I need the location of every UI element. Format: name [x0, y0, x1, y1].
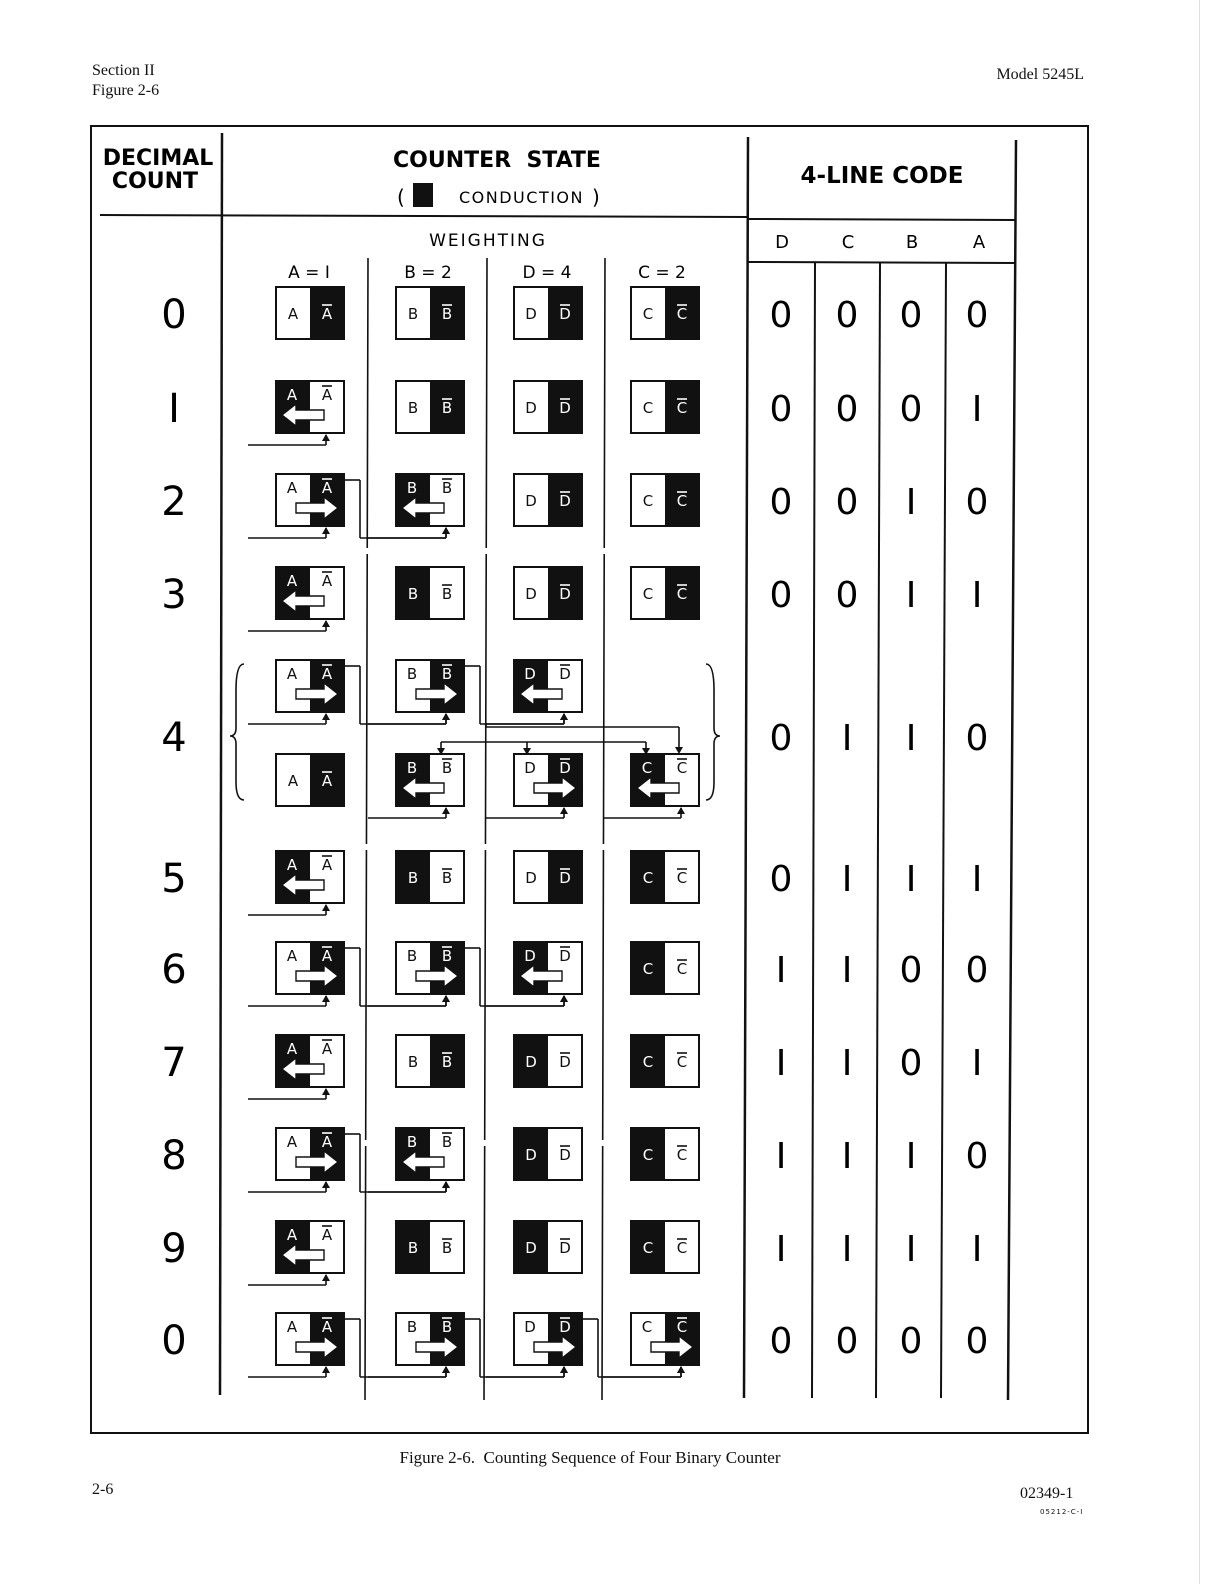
code-digit: I	[775, 1229, 787, 1270]
code-digit: I	[841, 1043, 853, 1084]
flipflop-letter-bar: D	[559, 759, 571, 777]
flipflop-letter: A	[286, 1226, 298, 1244]
weight-label-b: B = 2	[404, 263, 452, 283]
document-number: 02349-1	[1020, 1485, 1074, 1502]
flipflop-b-r10	[396, 1313, 464, 1365]
flipflop-b-r7	[396, 1035, 464, 1087]
conduction-label: CONDUCTION	[459, 188, 584, 207]
flipflop-letter-bar: C	[676, 960, 688, 978]
code-digit: 0	[835, 482, 859, 523]
flipflop-letter: D	[525, 1146, 537, 1164]
code-digit: I	[841, 950, 853, 991]
flipflop-letter: D	[524, 665, 536, 683]
trigger-arrow-icon	[322, 1181, 330, 1188]
decimal-divider	[220, 133, 222, 1395]
flipflop-letter-bar: A	[321, 572, 333, 590]
flipflop-letter: B	[406, 1318, 418, 1336]
carry-arrow-icon	[442, 1366, 450, 1373]
flipflop-c-r4b	[631, 754, 699, 806]
flipflop-c-r9	[631, 1221, 699, 1273]
page-number: 2-6	[92, 1481, 114, 1498]
flipflop-letter: A	[286, 947, 298, 965]
flipflop-letter-bar: C	[676, 492, 688, 510]
flipflop-a-r6	[276, 942, 344, 994]
flipflop-letter: C	[641, 759, 653, 777]
flipflop-d-r8	[514, 1128, 582, 1180]
flipflop-letter: C	[642, 1053, 654, 1071]
code-col-label-a: A	[972, 232, 986, 253]
flipflop-letter-bar: A	[321, 1040, 333, 1058]
stage-separator-3	[602, 258, 605, 1400]
flipflop-letter-bar: B	[441, 869, 453, 887]
carry-arrow-icon	[677, 1366, 685, 1373]
flipflop-letter: D	[525, 492, 537, 510]
weight-label-a: A = I	[288, 263, 330, 283]
flipflop-letter-bar: B	[441, 665, 453, 683]
code-digit: 0	[899, 389, 923, 430]
flipflop-c-r5	[631, 851, 699, 903]
carry-arrow-icon	[442, 713, 450, 720]
flipflop-a-r5	[276, 851, 344, 903]
feedback-arrow-c-icon	[675, 747, 683, 754]
flipflop-letter-bar: D	[559, 1146, 571, 1164]
code-col-line-2	[876, 263, 880, 1398]
code-digit: I	[905, 718, 917, 759]
flipflop-c-r1	[631, 381, 699, 433]
flipflop-letter-bar: A	[321, 386, 333, 404]
flipflop-letter-bar: C	[676, 305, 688, 323]
flipflop-letter-bar: C	[676, 759, 688, 777]
flipflop-c-r3	[631, 567, 699, 619]
flipflop-c-r6	[631, 942, 699, 994]
flipflop-a-r4b	[276, 754, 344, 806]
decimal-count: 5	[161, 856, 187, 902]
code-header: 4-LINE CODE	[800, 163, 964, 189]
trigger-arrow-icon	[322, 527, 330, 534]
flipflop-b-r5	[396, 851, 464, 903]
decimal-count: 9	[161, 1226, 187, 1272]
flipflop-letter-bar: D	[559, 665, 571, 683]
code-digit: 0	[965, 1136, 989, 1177]
code-digit: I	[971, 1043, 983, 1084]
trigger-arrow-icon	[322, 713, 330, 720]
flipflop-b-r3	[396, 567, 464, 619]
trigger-arrow-icon	[322, 1088, 330, 1095]
flipflop-letter: C	[642, 492, 654, 510]
flipflop-letter: B	[407, 869, 419, 887]
flipflop-letter: C	[642, 399, 654, 417]
decimal-count: 0	[161, 1318, 187, 1364]
carry-arrow-icon	[442, 527, 450, 534]
flipflop-b-r9	[396, 1221, 464, 1273]
code-digit: I	[905, 859, 917, 900]
flipflop-letter: A	[287, 772, 299, 790]
flipflop-a-r8	[276, 1128, 344, 1180]
flipflop-d-r2	[514, 474, 582, 526]
flipflop-letter: C	[642, 1239, 654, 1257]
flipflop-letter: D	[524, 759, 536, 777]
flipflop-letter: B	[407, 1053, 419, 1071]
code-digit: I	[905, 575, 917, 616]
flipflop-letter-bar: B	[441, 399, 453, 417]
flipflop-c-r8	[631, 1128, 699, 1180]
code-col-label-d: D	[775, 232, 789, 253]
code-letter-rule	[748, 262, 1016, 263]
carry-arrow-icon	[560, 713, 568, 720]
flipflop-c-r0	[631, 287, 699, 339]
code-digit: I	[971, 575, 983, 616]
flipflop-letter: B	[407, 305, 419, 323]
flipflop-letter: A	[286, 665, 298, 683]
brace-left	[230, 664, 244, 800]
flipflop-letter-bar: C	[676, 585, 688, 603]
figure-frame	[91, 126, 1088, 1433]
flipflop-letter-bar: B	[441, 1133, 453, 1151]
trigger-arrow-icon	[322, 995, 330, 1002]
flipflop-b-r4b	[396, 754, 464, 806]
flipflop-a-r7	[276, 1035, 344, 1087]
code-digit: 0	[899, 295, 923, 336]
code-col-label-c: C	[841, 232, 855, 253]
flipflop-letter: B	[406, 479, 418, 497]
flipflop-letter-bar: D	[559, 869, 571, 887]
flipflop-b-r1	[396, 381, 464, 433]
flipflop-letter-bar: D	[559, 399, 571, 417]
flipflop-letter: C	[642, 869, 654, 887]
flipflop-d-r4a	[514, 660, 582, 712]
flipflop-letter: A	[286, 1040, 298, 1058]
code-col-line-3	[941, 263, 946, 1398]
flipflop-letter: A	[286, 479, 298, 497]
flipflop-a-r1	[276, 381, 344, 433]
conduction-legend-swatch	[413, 183, 433, 207]
flipflop-a-r2	[276, 474, 344, 526]
flipflop-letter-bar: B	[441, 759, 453, 777]
flipflop-letter: D	[524, 947, 536, 965]
counter-divider	[744, 137, 748, 1398]
flipflop-letter: A	[286, 856, 298, 874]
rows-layer	[161, 287, 988, 1365]
flipflop-letter-bar: B	[441, 585, 453, 603]
decimal-count: 8	[161, 1133, 187, 1179]
flipflop-letter: A	[287, 305, 299, 323]
flipflop-letter: B	[407, 1239, 419, 1257]
flipflop-letter: B	[407, 399, 419, 417]
flipflop-d-r0	[514, 287, 582, 339]
flipflop-letter-bar: A	[321, 947, 333, 965]
conduction-open-paren: (	[397, 185, 405, 209]
flipflop-letter-bar: A	[321, 305, 333, 323]
flipflop-letter-bar: B	[441, 1318, 453, 1336]
flipflop-letter-bar: A	[321, 665, 333, 683]
flipflop-b-r2	[396, 474, 464, 526]
code-digit: 0	[769, 1321, 793, 1362]
flipflop-letter-bar: C	[676, 1239, 688, 1257]
flipflop-letter: D	[525, 1053, 537, 1071]
flipflop-letter-bar: D	[559, 585, 571, 603]
flipflop-letter-bar: D	[559, 1053, 571, 1071]
flipflop-letter: C	[642, 585, 654, 603]
code-digit: 0	[835, 295, 859, 336]
flipflop-letter-bar: D	[559, 947, 571, 965]
flipflop-letter-bar: C	[676, 1053, 688, 1071]
flipflop-letter-bar: B	[441, 1053, 453, 1071]
decimal-count: 6	[161, 947, 187, 993]
code-digit: 0	[769, 482, 793, 523]
model-label: Model 5245L	[996, 66, 1084, 83]
carry-arrow-icon	[442, 995, 450, 1002]
flipflop-a-r4a	[276, 660, 344, 712]
stage-separator-1	[365, 258, 368, 1400]
decimal-count: 4	[161, 715, 187, 761]
flipflop-b-r8	[396, 1128, 464, 1180]
code-digit: 0	[965, 482, 989, 523]
counter-state-header: COUNTER STATE	[393, 148, 601, 173]
trigger-arrow-icon	[322, 434, 330, 441]
flipflop-d-r3	[514, 567, 582, 619]
flipflop-letter-bar: C	[676, 1146, 688, 1164]
decimal-count: 2	[161, 479, 187, 525]
code-digit: 0	[965, 295, 989, 336]
carry-arrow-icon	[560, 995, 568, 1002]
decimal-header-line1: DECIMAL	[102, 146, 214, 171]
flipflop-letter: D	[525, 869, 537, 887]
flipflop-letter: C	[641, 1318, 653, 1336]
flipflop-d-r7	[514, 1035, 582, 1087]
code-col-label-b: B	[905, 232, 919, 253]
flipflop-b-r0	[396, 287, 464, 339]
flipflop-letter-bar: A	[321, 1318, 333, 1336]
code-digit: 0	[899, 1043, 923, 1084]
flipflop-letter-bar: D	[559, 1318, 571, 1336]
carry-arrow-icon	[442, 1181, 450, 1188]
decimal-count: 3	[161, 572, 187, 618]
flipflop-letter-bar: D	[559, 305, 571, 323]
decimal-count: 7	[161, 1040, 187, 1086]
code-digit: I	[841, 1136, 853, 1177]
flipflop-d-r5	[514, 851, 582, 903]
flipflop-letter: B	[406, 1133, 418, 1151]
trigger-arrow-icon	[322, 1274, 330, 1281]
flipflop-letter-bar: B	[441, 479, 453, 497]
flipflop-letter-bar: B	[441, 947, 453, 965]
flipflop-d-r10	[514, 1313, 582, 1365]
flipflop-letter-bar: C	[676, 399, 688, 417]
decimal-count: 0	[161, 292, 187, 338]
flipflop-a-r0	[276, 287, 344, 339]
flipflop-letter: D	[525, 399, 537, 417]
code-digit: 0	[965, 718, 989, 759]
flipflop-d-r1	[514, 381, 582, 433]
code-digit: I	[775, 950, 787, 991]
brace-right	[706, 664, 720, 800]
code-digit: I	[905, 482, 917, 523]
header-rule-left	[100, 215, 748, 217]
trigger-arrow-icon	[322, 1366, 330, 1373]
weight-label-d: D = 4	[522, 263, 572, 283]
figure-text: Figure 2-6	[92, 82, 160, 99]
trigger-arrow-icon	[560, 807, 568, 814]
code-digit: I	[905, 1229, 917, 1270]
code-digit: I	[971, 859, 983, 900]
flipflop-letter-bar: D	[559, 1239, 571, 1257]
code-digit: I	[971, 1229, 983, 1270]
code-col-line-1	[812, 263, 815, 1398]
flipflop-d-r9	[514, 1221, 582, 1273]
flipflop-c-r2	[631, 474, 699, 526]
code-digit: 0	[769, 295, 793, 336]
figure-caption: Figure 2-6. Counting Sequence of Four Binary Counter	[399, 1448, 781, 1467]
flipflop-letter-bar: C	[676, 869, 688, 887]
code-digit: 0	[965, 950, 989, 991]
code-digit: 0	[965, 1321, 989, 1362]
flipflop-letter: A	[286, 572, 298, 590]
code-digit: I	[775, 1136, 787, 1177]
code-digit: I	[971, 389, 983, 430]
flipflop-letter-bar: C	[676, 1318, 688, 1336]
code-digit: 0	[835, 1321, 859, 1362]
stage-separator-2	[484, 258, 487, 1400]
flipflop-letter-bar: A	[321, 1133, 333, 1151]
flipflop-c-r10	[631, 1313, 699, 1365]
flipflop-letter: A	[286, 1318, 298, 1336]
trigger-arrow-icon	[442, 807, 450, 814]
flipflop-d-r4b	[514, 754, 582, 806]
code-digit: 0	[769, 718, 793, 759]
flipflop-letter: C	[642, 960, 654, 978]
code-digit: I	[775, 1043, 787, 1084]
header-rule-right	[748, 219, 1016, 220]
flipflop-letter: D	[525, 585, 537, 603]
code-digit: I	[905, 1136, 917, 1177]
code-digit: 0	[835, 575, 859, 616]
flipflop-letter-bar: A	[321, 479, 333, 497]
code-digit: I	[841, 718, 853, 759]
trigger-arrow-icon	[677, 807, 685, 814]
code-digit: 0	[769, 859, 793, 900]
flipflop-letter-bar: D	[559, 492, 571, 510]
flipflop-letter-bar: A	[321, 1226, 333, 1244]
weight-label-c: C = 2	[638, 263, 686, 283]
flipflop-b-r4a	[396, 660, 464, 712]
carry-arrow-icon	[560, 1366, 568, 1373]
flipflop-b-r6	[396, 942, 464, 994]
section-text: Section II	[92, 62, 155, 79]
flipflop-letter: B	[406, 665, 418, 683]
flipflop-c-r7	[631, 1035, 699, 1087]
flipflop-letter: B	[406, 947, 418, 965]
flipflop-a-r10	[276, 1313, 344, 1365]
code-digit: I	[841, 1229, 853, 1270]
flipflop-letter-bar: B	[441, 1239, 453, 1257]
code-digit: 0	[769, 575, 793, 616]
code-digit: 0	[899, 1321, 923, 1362]
flipflop-letter: A	[286, 1133, 298, 1151]
trigger-arrow-icon	[322, 620, 330, 627]
code-digit: I	[841, 859, 853, 900]
flipflop-a-r9	[276, 1221, 344, 1273]
trigger-arrow-icon	[322, 904, 330, 911]
decimal-header-line2: COUNT	[111, 169, 199, 194]
flipflop-letter: C	[642, 1146, 654, 1164]
flipflop-letter: D	[525, 1239, 537, 1257]
flipflop-letter: B	[407, 585, 419, 603]
flipflop-a-r3	[276, 567, 344, 619]
conduction-close-paren: )	[592, 185, 600, 209]
flipflop-d-r6	[514, 942, 582, 994]
weighting-label: WEIGHTING	[429, 231, 547, 251]
code-right-divider	[1008, 140, 1016, 1400]
code-digit: 0	[835, 389, 859, 430]
drawing-code: 05212-C-I	[1040, 1508, 1084, 1516]
code-digit: 0	[899, 950, 923, 991]
flipflop-letter: D	[525, 305, 537, 323]
flipflop-letter: A	[286, 386, 298, 404]
flipflop-letter-bar: B	[441, 305, 453, 323]
flipflop-letter: D	[524, 1318, 536, 1336]
code-digit: 0	[769, 389, 793, 430]
flipflop-letter-bar: A	[321, 772, 333, 790]
flipflop-letter-bar: A	[321, 856, 333, 874]
flipflop-letter: B	[406, 759, 418, 777]
decimal-count: I	[168, 386, 180, 432]
flipflop-letter: C	[642, 305, 654, 323]
